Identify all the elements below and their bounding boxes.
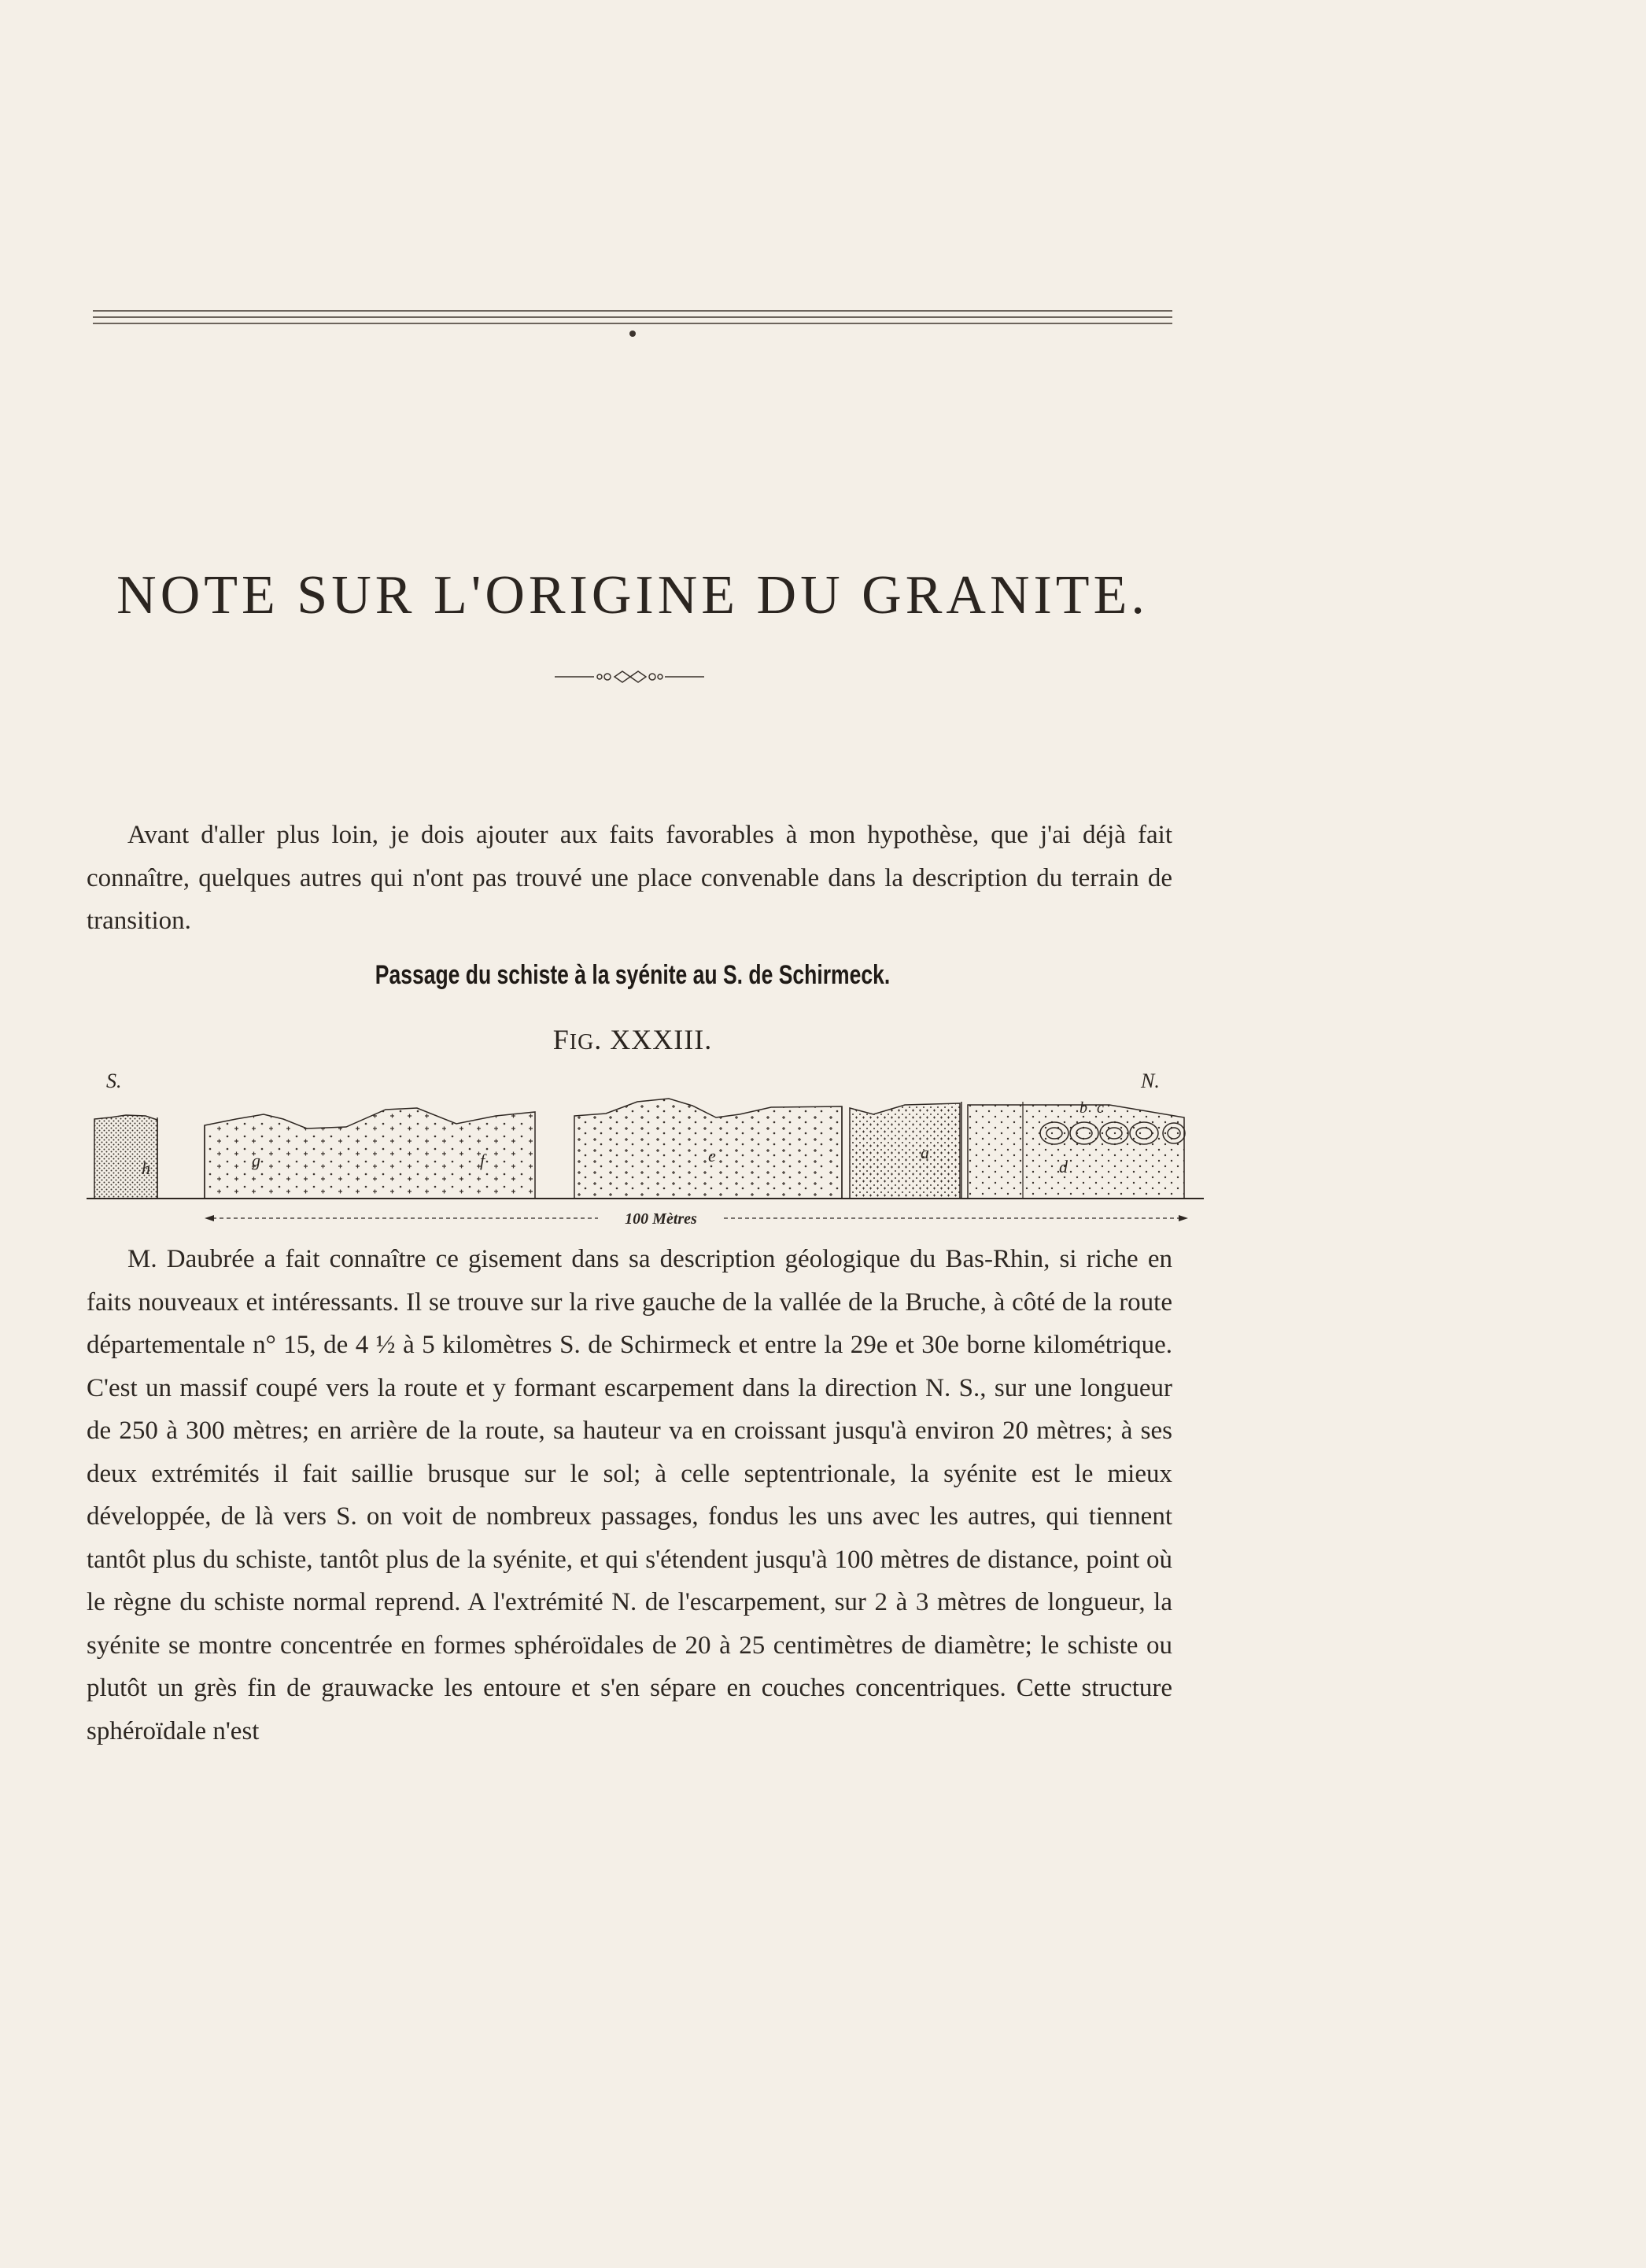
- ink-dot: [629, 331, 636, 337]
- body-paragraph: M. Daubrée a fait connaître ce gisement dans sa description géologique du Bas-Rhin, si riche en faits nouveaux et intéressants. Il se trouve sur la rive gauche de la vallée de la Bruche, à côté de la route départementale n° 15, de 4 ½ à 5 kilomètres S. de Schirmeck et entre la 29e et 30e borne kilométrique. C'est un massif coupé vers la route et y formant escarpement dans la direction N. S., sur une longueur de 250 à 300 mètres; en arrière de la route, sa hauteur va en croissant jusqu'à environ 20 mètres; à ses deux extrémités il fait saillie brusque sur le sol; à celle septentrionale, la syénite est le mieux développée, de là vers S. on voit de nombreux passages, fondus les uns avec les autres, qui tiennent tantôt plus du schiste, tantôt plus de la syénite, et qui s'étendent jusqu'à 100 mètres de distance, point où le règne du schiste normal reprend. A l'extrémité N. de l'escarpement, sur 2 à 3 mètres de longueur, la syénite se montre concentrée en formes sphéroïdales de 20 à 25 centimètres de diamètre; le schiste ou plutôt un grès fin de grauwacke les entoure et s'en sépare en couches concentriques. Cette structure sphéroïdale n'est: [87, 1245, 1172, 1745]
- zone-h: [94, 1115, 157, 1199]
- zone-label-g: g: [252, 1151, 260, 1170]
- zone-label-h: h: [142, 1158, 150, 1178]
- zone-label-a: a: [921, 1143, 929, 1162]
- header-rule: [93, 310, 1172, 312]
- scale-label: 100 Mètres: [625, 1210, 697, 1228]
- zone-a: [850, 1103, 960, 1199]
- south-label: S.: [106, 1070, 122, 1092]
- page-title: NOTE SUR L'ORIGINE DU GRANITE.: [116, 564, 1149, 626]
- zone-label-b: b: [1079, 1099, 1087, 1117]
- zone-label-c: c: [1097, 1099, 1104, 1117]
- north-label: N.: [1141, 1070, 1160, 1092]
- figure-heading: Passage du schiste à la syénite au S. de Schirmeck.: [375, 960, 891, 990]
- zone-label-d: d: [1059, 1157, 1068, 1176]
- zone-label-e: e: [708, 1146, 716, 1165]
- zone-label-f: f: [480, 1151, 485, 1170]
- figure-label: FIG. XXXIII.: [552, 1024, 713, 1055]
- cross-section-diagram: [87, 1070, 1204, 1236]
- ornament-divider: [555, 669, 704, 685]
- header-rule: [93, 316, 1172, 318]
- header-rule: [93, 323, 1172, 324]
- intro-paragraph: Avant d'aller plus loin, je dois ajouter aux faits favorables à mon hypothèse, que j'ai déjà fait connaître, quelques autres qui n'ont pas trouvé une place convenable dans la description du terrain de transition.: [87, 821, 1172, 935]
- zone-d: [968, 1105, 1184, 1199]
